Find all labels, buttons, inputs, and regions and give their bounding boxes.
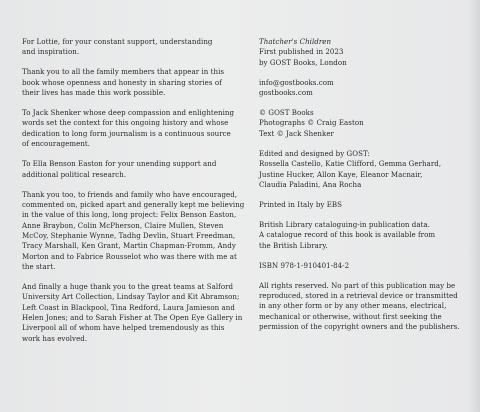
text-line: First published in 2023 bbox=[259, 47, 344, 57]
text-line: by GOST Books, London bbox=[259, 57, 347, 67]
text-line: of encouragement. bbox=[22, 139, 91, 149]
text-line: McCoy, Stephanie Wynne, Tadhg Devlin, Stuart Freedman, bbox=[22, 230, 236, 240]
family-thanks-paragraph bbox=[22, 67, 244, 98]
text-line: book whose openness and honesty in sharing stories of bbox=[22, 77, 222, 87]
text-line: permission of the copyright owners and the publishers. bbox=[259, 322, 460, 332]
editing-credits bbox=[259, 149, 460, 190]
text-line: Morton and to Fabrice Rousselot who was there with me at bbox=[22, 251, 237, 261]
friends-thanks-paragraph bbox=[22, 190, 244, 273]
text-line: the start. bbox=[22, 261, 56, 271]
text-line: Claudia Paladini, Ana Rocha bbox=[259, 179, 362, 189]
dedication-paragraph bbox=[22, 37, 244, 58]
teams-thanks-paragraph bbox=[22, 282, 244, 344]
text-line: Tracy Marshall, Ken Grant, Martin Chapman-Fromm, Andy bbox=[22, 241, 236, 251]
text-line: commented on, picked apart and generally kept me believing bbox=[22, 199, 245, 209]
publication-info bbox=[259, 37, 460, 68]
text-line: Edited and designed by GOST: bbox=[259, 148, 370, 158]
copyright-info bbox=[259, 108, 460, 139]
text-line: in any other form or by any other means, electrical, bbox=[259, 301, 447, 311]
colophon-column bbox=[259, 37, 460, 342]
jack-shenker-thanks-paragraph bbox=[22, 108, 244, 149]
ella-thanks-paragraph bbox=[22, 159, 244, 180]
isbn-text: ISBN 978-1-910401-84-2 bbox=[259, 260, 350, 270]
text-line: words set the context for this ongoing history and whose bbox=[22, 118, 229, 128]
text-line: © GOST Books bbox=[259, 108, 314, 118]
text-line: the British Library. bbox=[259, 240, 328, 250]
text-line: University Art Collection, Lindsay Taylor and Kit Abramson; bbox=[22, 292, 240, 302]
text-line: and inspiration. bbox=[22, 47, 80, 57]
text-line: All rights reserved. No part of this publication may be bbox=[259, 280, 456, 290]
page-edge-shadow bbox=[468, 0, 480, 412]
text-line: Anne Braybon, Colin McPherson, Claire Mullen, Steven bbox=[22, 220, 224, 230]
text-line: For Lottie, for your constant support, understanding bbox=[22, 37, 213, 46]
text-line: Left Coast in Blackpool, Tina Redford, Laura Jamieson and bbox=[22, 302, 235, 312]
text-line: Text © Jack Shenker bbox=[259, 128, 334, 138]
text-line: mechanical or otherwise, without first seeking the bbox=[259, 311, 442, 321]
website-text: gostbooks.com bbox=[259, 88, 313, 98]
cataloguing-info bbox=[259, 220, 460, 251]
text-line: Liverpool all of whom have helped tremendously as this bbox=[22, 323, 225, 333]
text-line: Justine Hucker, Allon Kaye, Eleanor Macnair, bbox=[259, 169, 423, 179]
text-line: dedication to long form journalism is a continuous source bbox=[22, 128, 231, 138]
acknowledgements-column bbox=[22, 37, 244, 354]
text-line: in the value of this long, long project: Felix Benson Easton, bbox=[22, 210, 237, 220]
contact-info bbox=[259, 78, 460, 99]
text-line: work has evolved. bbox=[22, 333, 88, 343]
text-line: To Jack Shenker whose deep compassion and enlightening bbox=[22, 108, 235, 118]
text-line: Thank you too, to friends and family who have encouraged, bbox=[22, 189, 238, 199]
printing-info bbox=[259, 200, 460, 210]
book-title: Thatcher's Children bbox=[259, 37, 332, 46]
rights-notice bbox=[259, 281, 460, 333]
text-line: their lives has made this work possible. bbox=[22, 88, 166, 98]
text-line: And finally a huge thank you to the great teams at Salford bbox=[22, 281, 234, 291]
text-line: Rossella Castello, Katie Clifford, Gemma Gerhard, bbox=[259, 159, 442, 169]
text-line: Thank you to all the family members that appear in this bbox=[22, 67, 225, 77]
isbn-info bbox=[259, 261, 460, 271]
text-line: Helen Jones; and to Sarah Fisher at The Open Eye Gallery in bbox=[22, 313, 243, 322]
text-line: reproduced, stored in a retrieval device or transmitted bbox=[259, 291, 458, 300]
text-line: To Ella Benson Easton for your unending support and bbox=[22, 159, 217, 169]
text-line: A catalogue record of this book is available from bbox=[259, 230, 436, 240]
email-text: info@gostbooks.com bbox=[259, 77, 334, 87]
text-line: Printed in Italy by EBS bbox=[259, 199, 343, 209]
text-line: Photographs © Craig Easton bbox=[259, 118, 364, 128]
text-line: additional political research. bbox=[22, 169, 127, 179]
text-line: British Library cataloguing-in publication data. bbox=[259, 219, 431, 229]
